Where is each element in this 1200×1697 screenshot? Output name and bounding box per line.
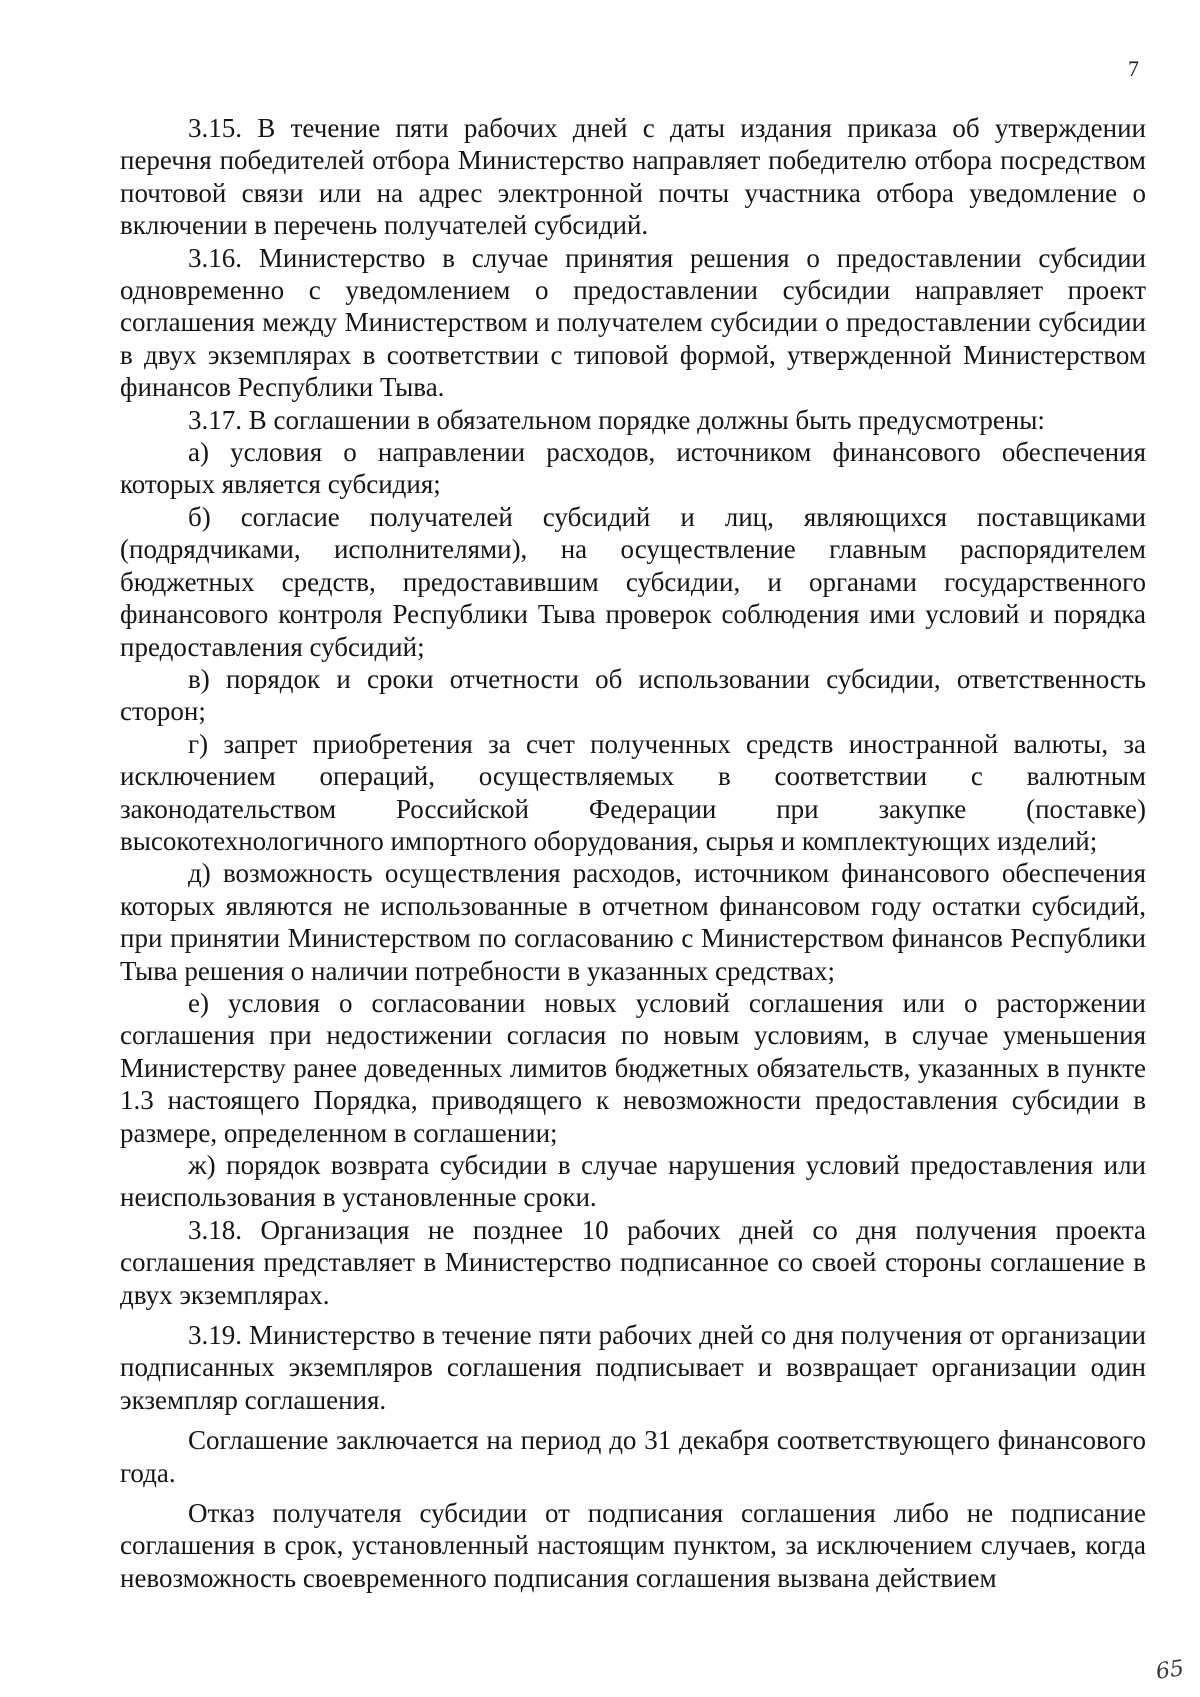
list-item-zh: ж) порядок возврата субсидии в случае нарушения условий предоставления или неиспользования в установленные сроки.: [120, 1150, 1146, 1213]
paragraph-3-19: 3.19. Министерство в течение пяти рабочих дней со дня получения от организации подписанных экземпляров соглашения подписывает и возвращает организации один экземпляр соглашения.: [120, 1320, 1146, 1415]
paragraph-3-16: 3.16. Министерство в случае принятия решения о предоставлении субсидии одновременно с уведомлением о предоставлении субсидии направляет проект соглашения между Министерством и получателем субсидии о предоставлении субсидии в двух экземплярах в соответствии с типовой формой, утвержденной Министерством финансов Республики Тыва.: [120, 242, 1146, 403]
page-number: 7: [1128, 56, 1139, 81]
list-item-v: в) порядок и сроки отчетности об использовании субсидии, ответственность сторон;: [120, 663, 1146, 727]
paragraph-3-17: 3.17. В соглашении в обязательном порядке должны быть предусмотрены:: [188, 404, 1045, 435]
document-body: [120, 112, 1146, 1594]
list-item-a: а) условия о направлении расходов, источником финансового обеспечения которых является субсидия;: [120, 437, 1146, 500]
paragraph-agreement-period: Соглашение заключается на период до 31 декабря соответствующего финансового года.: [120, 1425, 1146, 1488]
list-item-g: г) запрет приобретения за счет полученных средств иностранной валюты, за исключением операций, осуществляемых в соответствии с валютным законодательством Российской Федерации при закупке (поставке) высокотехнологичного импортного оборудования, сырья и комплектующих изделий;: [120, 728, 1146, 856]
paragraph-3-15: 3.15. В течение пяти рабочих дней с даты издания приказа об утверждении перечня победителей отбора Министерство направляет победителю отбора посредством почтовой связи или на адрес электронной почты участника отбора уведомление о включении в перечень получателей субсидий.: [120, 113, 1146, 241]
paragraph-refusal: Отказ получателя субсидии от подписания соглашения либо не подписание соглашения в срок, установленный настоящим пунктом, за исключением случаев, когда невозможность своевременного подписания соглашения вызвана действием: [120, 1498, 1146, 1593]
list-item-d: д) возможность осуществления расходов, источником финансового обеспечения которых являются не использованные в отчетном финансовом году остатки субсидий, при принятии Министерством по согласованию с Министерством финансов Республики Тыва решения о наличии потребности в указанных средствах;: [120, 858, 1146, 986]
paragraph-3-18: 3.18. Организация не позднее 10 рабочих дней со дня получения проекта соглашения представляет в Министерство подписанное со своей стороны соглашение в двух экземплярах.: [120, 1214, 1146, 1310]
list-item-e: е) условия о согласовании новых условий соглашения или о расторжении соглашения при недостижении согласия по новым условиям, в случае уменьшения Министерству ранее доведенных лимитов бюджетных обязательств, указанных в пункте 1.3 настоящего Порядка, приводящего к невозможности предоставления субсидии в размере, определенном в соглашении;: [120, 987, 1146, 1148]
handwritten-page-mark: 65: [1154, 1656, 1186, 1685]
list-item-b: б) согласие получателей субсидий и лиц, являющихся поставщиками (подрядчиками, исполнителями), на осуществление главным распорядителем бюджетных средств, предоставившим субсидии, и органами государственного финансового контроля Республики Тыва проверок соблюдения ими условий и порядка предоставления субсидий;: [120, 501, 1146, 662]
